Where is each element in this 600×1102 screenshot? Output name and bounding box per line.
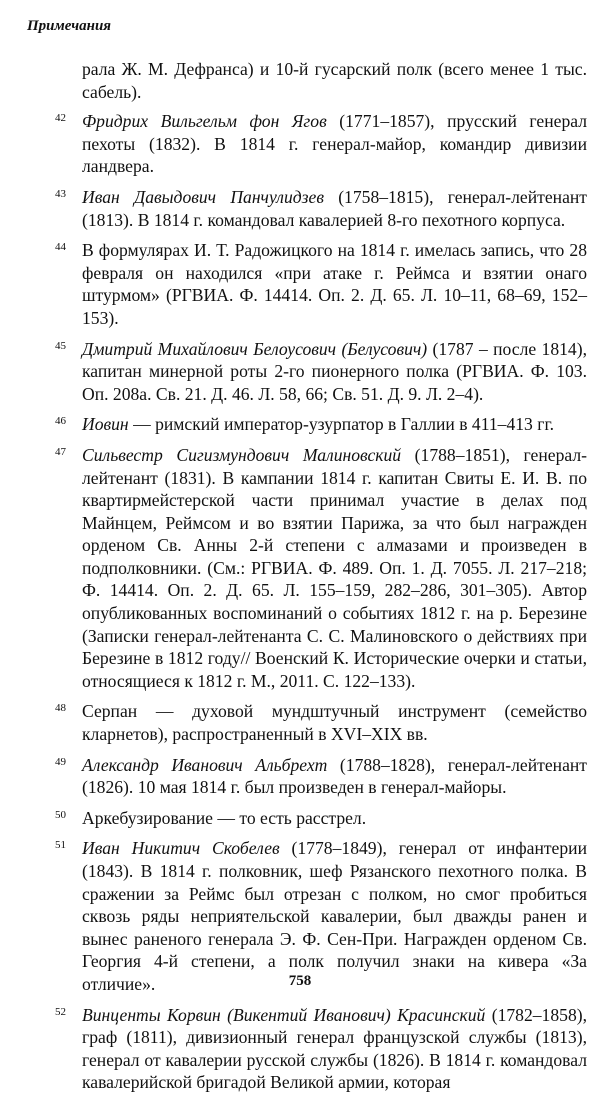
note-name: Иван Давыдович Панчулидзев — [82, 186, 324, 207]
note-49 — [27, 754, 587, 799]
note-text: (1782–1858), граф (1811), дивизионный генерал французской службы (1813), генерал от кавалерии русской службы (1826). В 1814 г. командовал кавалерийской бригадой Великой армии, которая — [82, 1004, 587, 1093]
note-52 — [27, 1004, 587, 1094]
note-text: (1771–1857), прусский генерал пехоты (1832). В 1814 г. генерал-майор, командир дивизии ландвера. — [82, 111, 587, 177]
note-text: рала Ж. М. Дефранса) и 10-й гусарский полк (всего менее 1 тыс. сабель). — [82, 59, 587, 102]
note-number: 49 — [55, 755, 66, 768]
note-continuation — [27, 58, 587, 103]
note-44 — [27, 239, 587, 329]
note-number: 42 — [55, 112, 66, 125]
note-42 — [27, 110, 587, 178]
note-number: 43 — [55, 187, 66, 200]
note-name: Иовин — [82, 414, 129, 435]
note-text: (1778–1849), генерал от инфантерии (1843). В 1814 г. полковник, шеф Рязанского пехотного полка. В сражении за Реймс был отрезан с полком, но смог пробиться сквозь ряды неприятельской кавалерии, был дважды ранен и вынес раненого генерала Э. Ф. Сен-При. Награжден орденом Св. Георгия 4-й степени, а полк получил знаки на кивера «За отличие». — [82, 838, 587, 994]
note-name: Сильвестр Сигизмундович Малиновский — [82, 444, 402, 465]
note-name: Винценты Корвин (Викентий Иванович) Красинский — [82, 1004, 486, 1025]
note-48 — [27, 700, 587, 745]
page-number: 758 — [288, 973, 312, 989]
note-number: 51 — [55, 839, 66, 852]
note-number: 50 — [55, 808, 66, 821]
note-text: (1788–1828), генерал-лейтенант (1826). 10 мая 1814 г. был произведен в генерал-майоры. — [82, 754, 587, 798]
note-45 — [27, 338, 587, 406]
note-number: 52 — [55, 1005, 66, 1018]
notes-list — [27, 58, 587, 1102]
note-name: Дмитрий Михайлович Белоусович (Белусович) — [82, 338, 428, 359]
note-text: (1787 – после 1814), капитан минерной роты 2-го пионерного полка (РГВИА. Ф. 103. Оп. 208а. Св. 21. Д. 46. Л. 58, 66; Св. 51. Д. 9. Л. 2–4). — [82, 338, 587, 404]
note-text: — римский император-узурпатор в Галлии в 411–413 гг. — [128, 414, 555, 435]
note-text: В формулярах И. Т. Радожицкого на 1814 г. имелась запись, что 28 февраля он находился «при атаке г. Реймса и взятии онаго штурмом» (РГВИА. Ф. 14414. Оп. 2. Д. 65. Л. 10–11, 68–69, 152–153). — [82, 240, 587, 328]
note-text: (1788–1851), генерал-лейтенант (1831). В кампании 1814 г. капитан Свиты Е. И. В. по квартирмейстерской части принимал участие в делах под Майнцем, Реймсом и во взятии Парижа, за что был награжден орденом Св. Анны 2-й степени с алмазами и произведен в подполковники. (См.: РГВИА. Ф. 489. Оп. 1. Д. 7055. Л. 217–218; Ф. 14414. Оп. 2. Д. 65. Л. 155–159, 282–286, 301–305). Автор опубликованных воспоминаний о событиях 1812 г. на р. Березине (Записки генерал-лейтенанта С. С. Малиновского о действиях при Березине в 1812 году// Военский К. Исторические очерки и статьи, относящиеся к 1812 г. М., 2011. С. 122–133). — [82, 444, 587, 691]
note-number: 45 — [55, 339, 66, 352]
note-number: 48 — [55, 702, 66, 715]
note-46 — [27, 413, 587, 436]
note-51 — [27, 837, 587, 995]
note-name: Фридрих Вильгельм фон Ягов — [82, 111, 327, 132]
note-name: Александр Иванович Альбрехт — [82, 754, 328, 775]
note-text: (1758–1815), генерал-лейтенант (1813). В 1814 г. командовал кавалерией 8-го пехотного корпуса. — [82, 186, 587, 230]
note-number: 46 — [55, 415, 66, 428]
note-text: Серпан — духовой мундштучный инструмент (семейство кларнетов), распространенный в XVI–XIX вв. — [82, 701, 587, 745]
running-header: Примечания — [27, 18, 112, 34]
note-50 — [27, 807, 587, 830]
note-number: 44 — [55, 241, 66, 254]
note-43 — [27, 186, 587, 231]
note-text: Аркебузирование — то есть расстрел. — [82, 807, 367, 828]
note-name: Иван Никитич Скобелев — [82, 838, 280, 859]
note-47 — [27, 444, 587, 693]
note-number: 47 — [55, 445, 66, 458]
